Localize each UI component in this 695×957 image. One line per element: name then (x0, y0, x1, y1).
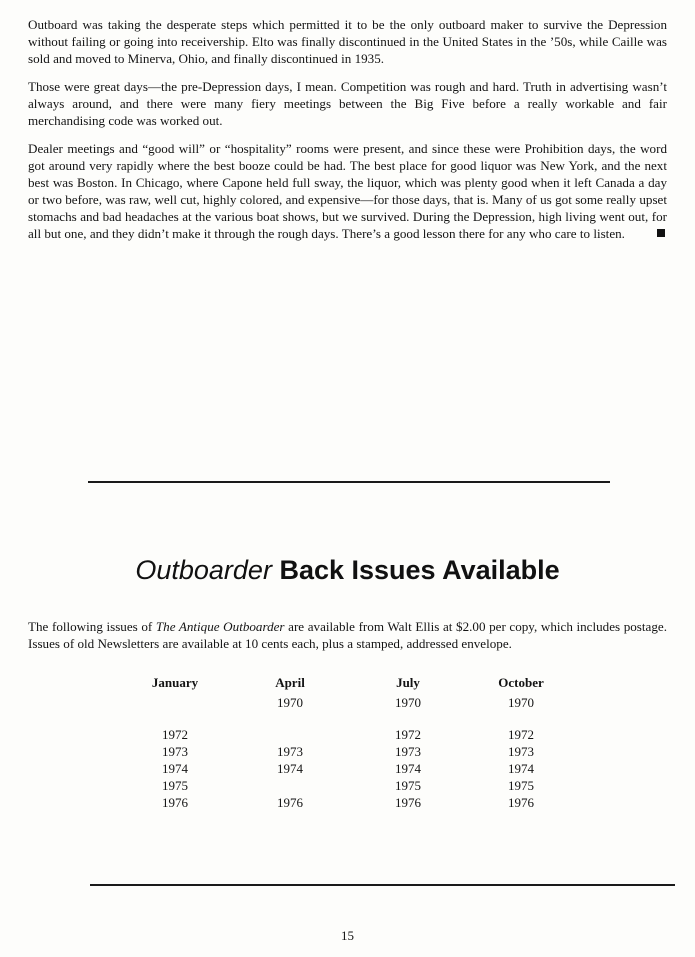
cell-april-1973: 1973 (277, 744, 303, 759)
cell-october-1972: 1972 (508, 727, 534, 742)
column-july (348, 672, 468, 811)
intro-text-before: The following issues of (28, 619, 156, 634)
cell-july-1976: 1976 (395, 795, 421, 810)
column-header-july: July (396, 675, 420, 690)
cell-july-1974: 1974 (395, 761, 421, 776)
article-paragraph-2: Those were great days—the pre-Depression days, I mean. Competition was rough and hard. Truth in advertising wasn’t always around, and there were many fiery meetings between the Big Five before a really workable and fair merchandising code was worked out. (28, 79, 667, 128)
back-issues-intro (28, 618, 667, 652)
page-number: 15 (341, 928, 354, 943)
cell-july-1975: 1975 (395, 778, 421, 793)
intro-text-after: are available from Walt Ellis at $2.00 per copy, which includes postage. Issues of old Newsletters are available at 10 cents each, plus a stamped, addressed envelope. (28, 619, 667, 651)
article-paragraph-3-text: Dealer meetings and “good will” or “hospitality” rooms were present, and since these were Prohibition days, the word got around very rapidly where the best booze could be had. The best place for good liquor was New York, and the next best was Boston. In Chicago, where Capone held full sway, the liquor, which was plenty good when it left Canada a day or two before, was raw, well cut, highly colored, and expensive—for those days, that is. Many of us got some really upset stomachs and bad headaches at the various boat shows, but we survived. During the Depression, high living went out, for all but one, and they didn’t make it through the rough days. There’s a good lesson there for any who care to listen. (28, 141, 667, 241)
heading-italic-part: Outboarder (135, 555, 272, 585)
intro-publication-title: The Antique Outboarder (155, 619, 285, 634)
cell-april-1976: 1976 (277, 795, 303, 810)
column-january (115, 672, 235, 811)
column-april (230, 672, 350, 811)
cell-january-1973: 1973 (162, 744, 188, 759)
cell-october-1975: 1975 (508, 778, 534, 793)
section-divider-top (88, 481, 610, 483)
column-october (461, 672, 581, 811)
heading-bold-part: Back Issues Available (279, 555, 560, 585)
article-paragraph-3 (28, 140, 667, 242)
cell-april-1974: 1974 (277, 761, 303, 776)
column-header-january: January (151, 675, 199, 690)
back-issues-heading (0, 552, 695, 588)
cell-april-1970: 1970 (277, 695, 303, 710)
cell-january-1974: 1974 (162, 761, 188, 776)
cell-july-1970: 1970 (395, 695, 421, 710)
section-divider-bottom (90, 884, 675, 886)
cell-january-1970 (115, 694, 235, 711)
cell-october-1974: 1974 (508, 761, 534, 776)
cell-january-1972: 1972 (162, 727, 188, 742)
column-header-october: October (498, 675, 544, 690)
cell-april-1975 (230, 777, 350, 794)
column-header-april: April (275, 675, 305, 690)
cell-october-1976: 1976 (508, 795, 534, 810)
cell-july-1973: 1973 (395, 744, 421, 759)
cell-october-1973: 1973 (508, 744, 534, 759)
cell-july-1972: 1972 (395, 727, 421, 742)
article-paragraph-1: Outboard was taking the desperate steps which permitted it to be the only outboard maker to survive the Depression without failing or going into receivership. Elto was finally discontinued in the United States in the ’50s, while Caille was sold and moved to Minerva, Ohio, and finally discontinued in 1935. (28, 17, 667, 66)
cell-january-1975: 1975 (162, 778, 188, 793)
end-of-article-mark (657, 229, 665, 237)
cell-april-1972 (230, 726, 350, 743)
cell-october-1970: 1970 (508, 695, 534, 710)
cell-january-1976: 1976 (162, 795, 188, 810)
